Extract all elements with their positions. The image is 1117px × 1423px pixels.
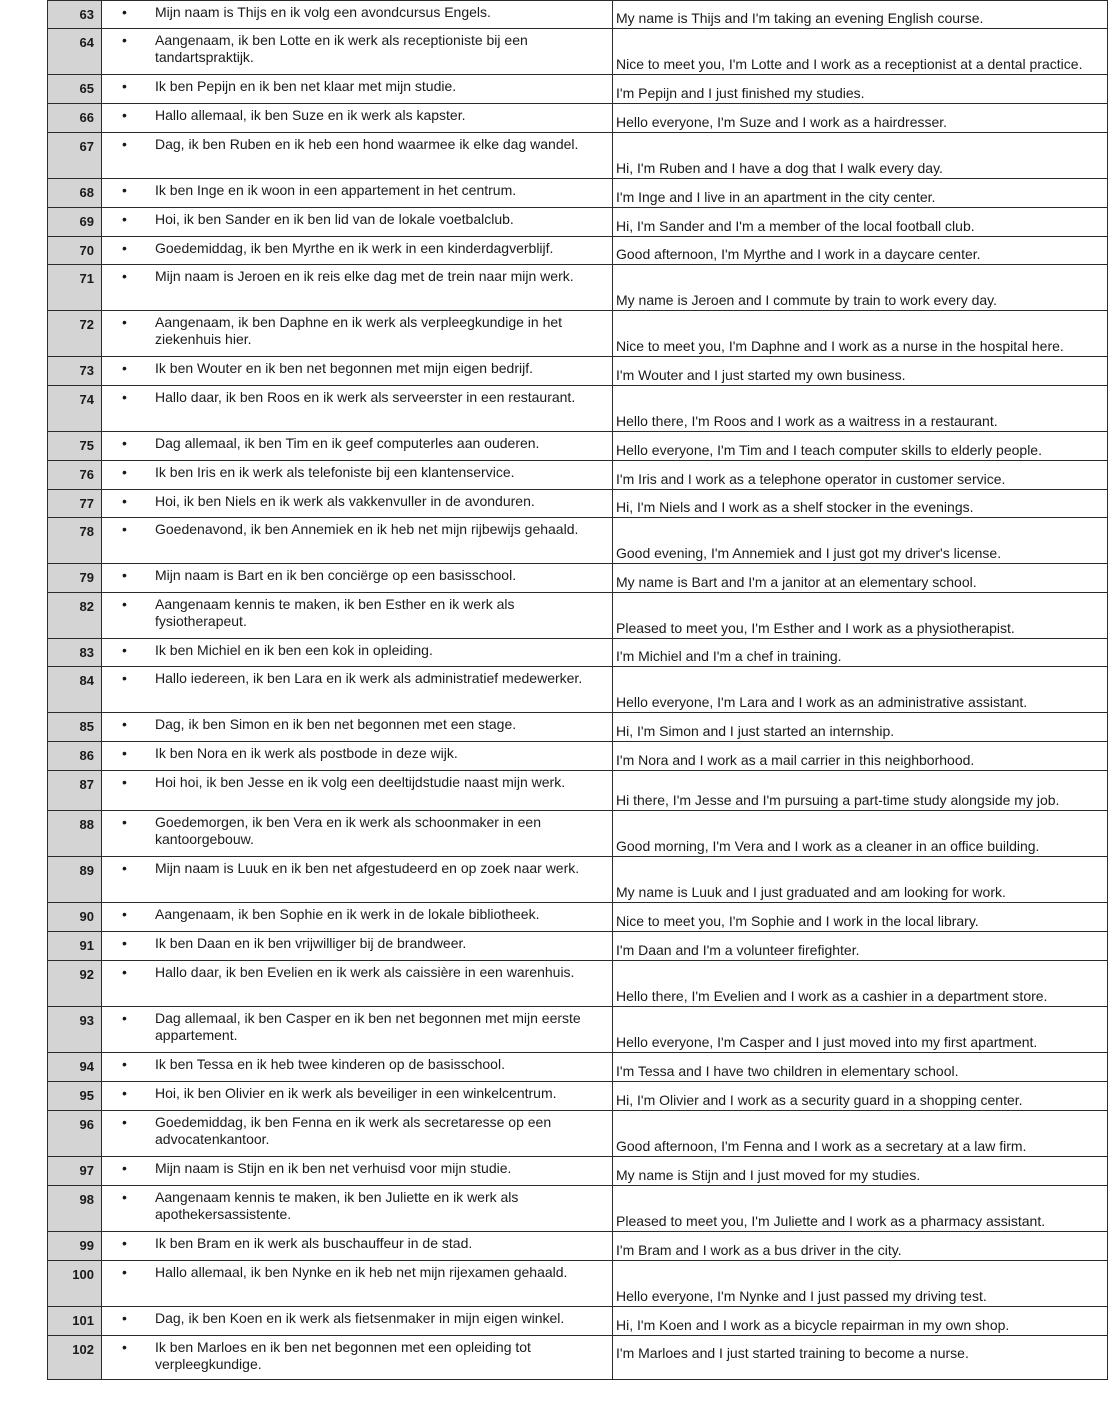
dutch-sentence-cell: [102, 1336, 613, 1380]
table-row: [48, 1, 1108, 29]
bullet-icon: •: [122, 1085, 127, 1101]
row-number: 83: [48, 639, 102, 667]
table-row: [48, 490, 1108, 518]
bullet-icon: •: [122, 642, 127, 658]
row-number: 91: [48, 932, 102, 961]
dutch-sentence-cell: [102, 639, 613, 667]
table-row: [48, 386, 1108, 432]
english-translation: My name is Bart and I'm a janitor at an elementary school.: [613, 564, 1108, 593]
english-translation: Hi, I'm Niels and I work as a shelf stocker in the evenings.: [613, 490, 1108, 518]
dutch-sentence-cell: [102, 932, 613, 961]
dutch-sentence-cell: [102, 1186, 613, 1232]
table-row: [48, 518, 1108, 564]
row-number: 79: [48, 564, 102, 593]
dutch-sentence: Hallo allemaal, ik ben Suze en ik werk als kapster.: [155, 107, 466, 123]
english-translation: Hi, I'm Ruben and I have a dog that I walk every day.: [613, 133, 1108, 179]
bullet-icon: •: [122, 360, 127, 376]
row-number: 102: [48, 1336, 102, 1380]
bullet-icon: •: [122, 860, 127, 876]
dutch-sentence-cell: [102, 179, 613, 208]
bullet-icon: •: [122, 521, 127, 537]
dutch-sentence: Hallo daar, ik ben Roos en ik werk als serveerster in een restaurant.: [155, 389, 576, 405]
dutch-sentence-cell: [102, 593, 613, 639]
bullet-icon: •: [122, 435, 127, 451]
row-number: 71: [48, 265, 102, 311]
bullet-icon: •: [122, 211, 127, 227]
bullet-icon: •: [122, 389, 127, 405]
english-translation: I'm Michiel and I'm a chef in training.: [613, 639, 1108, 667]
bullet-icon: •: [122, 1010, 127, 1026]
bullet-icon: •: [122, 964, 127, 980]
table-row: [48, 932, 1108, 961]
table-row: [48, 593, 1108, 639]
dutch-sentence: Hoi, ik ben Sander en ik ben lid van de lokale voetbalclub.: [155, 211, 514, 227]
row-number: 100: [48, 1261, 102, 1307]
dutch-sentence: Ik ben Pepijn en ik ben net klaar met mijn studie.: [155, 78, 457, 94]
english-translation: Hello everyone, I'm Tim and I teach computer skills to elderly people.: [613, 432, 1108, 461]
bullet-icon: •: [122, 4, 127, 20]
dutch-sentence-cell: [102, 1261, 613, 1307]
dutch-sentence-cell: [102, 667, 613, 713]
row-number: 75: [48, 432, 102, 461]
english-translation: Hi, I'm Olivier and I work as a security guard in a shopping center.: [613, 1082, 1108, 1111]
row-number: 97: [48, 1157, 102, 1186]
bullet-icon: •: [122, 716, 127, 732]
dutch-sentence-cell: [102, 1007, 613, 1053]
bullet-icon: •: [122, 240, 127, 256]
bullet-icon: •: [122, 670, 127, 686]
bullet-icon: •: [122, 1264, 127, 1280]
english-translation: My name is Jeroen and I commute by train to work every day.: [613, 265, 1108, 311]
dutch-sentence: Mijn naam is Luuk en ik ben net afgestudeerd en op zoek naar werk.: [155, 860, 580, 876]
english-translation: I'm Pepijn and I just finished my studies.: [613, 75, 1108, 104]
bullet-icon: •: [122, 1160, 127, 1176]
english-translation: I'm Bram and I work as a bus driver in the city.: [613, 1232, 1108, 1261]
dutch-sentence-cell: [102, 386, 613, 432]
dutch-sentence: Goedemorgen, ik ben Vera en ik werk als schoonmaker in een kantoorgebouw.: [155, 814, 541, 847]
bullet-icon: •: [122, 314, 127, 330]
dutch-sentence: Ik ben Inge en ik woon in een appartement in het centrum.: [155, 182, 517, 198]
dutch-sentence: Aangenaam, ik ben Lotte en ik werk als receptioniste bij een tandartspraktijk.: [155, 32, 528, 65]
table-row: [48, 461, 1108, 490]
dutch-sentence-cell: [102, 208, 613, 237]
row-number: 69: [48, 208, 102, 237]
row-number: 86: [48, 742, 102, 771]
english-translation: Hello there, I'm Evelien and I work as a cashier in a department store.: [613, 961, 1108, 1007]
dutch-sentence: Hallo iedereen, ik ben Lara en ik werk als administratief medewerker.: [155, 670, 583, 686]
english-translation: Hello everyone, I'm Lara and I work as an administrative assistant.: [613, 667, 1108, 713]
row-number: 101: [48, 1307, 102, 1336]
english-translation: Pleased to meet you, I'm Esther and I work as a physiotherapist.: [613, 593, 1108, 639]
dutch-sentence-cell: [102, 311, 613, 357]
bullet-icon: •: [122, 136, 127, 152]
dutch-sentence-cell: [102, 1, 613, 29]
table-row: [48, 265, 1108, 311]
dutch-sentence-cell: [102, 75, 613, 104]
dutch-sentence: Hoi hoi, ik ben Jesse en ik volg een deeltijdstudie naast mijn werk.: [155, 774, 566, 790]
bullet-icon: •: [122, 745, 127, 761]
dutch-sentence: Ik ben Iris en ik werk als telefoniste bij een klantenservice.: [155, 464, 515, 480]
bullet-icon: •: [122, 1339, 127, 1355]
dutch-sentence: Dag, ik ben Koen en ik werk als fietsenmaker in mijn eigen winkel.: [155, 1310, 565, 1326]
table-row: [48, 564, 1108, 593]
english-translation: I'm Daan and I'm a volunteer firefighter.: [613, 932, 1108, 961]
dutch-sentence: Aangenaam, ik ben Daphne en ik werk als verpleegkundige in het ziekenhuis hier.: [155, 314, 563, 347]
row-number: 89: [48, 857, 102, 903]
table-row: [48, 311, 1108, 357]
row-number: 77: [48, 490, 102, 518]
bullet-icon: •: [122, 774, 127, 790]
english-translation: Nice to meet you, I'm Daphne and I work as a nurse in the hospital here.: [613, 311, 1108, 357]
table-row: [48, 179, 1108, 208]
english-translation: I'm Marloes and I just started training to become a nurse.: [613, 1336, 1108, 1380]
dutch-sentence: Ik ben Nora en ik werk als postbode in deze wijk.: [155, 745, 458, 761]
english-translation: My name is Stijn and I just moved for my studies.: [613, 1157, 1108, 1186]
dutch-sentence-cell: [102, 713, 613, 742]
english-translation: Hello everyone, I'm Casper and I just moved into my first apartment.: [613, 1007, 1108, 1053]
dutch-sentence: Mijn naam is Thijs en ik volg een avondcursus Engels.: [155, 4, 491, 20]
dutch-sentence: Aangenaam, ik ben Sophie en ik werk in de lokale bibliotheek.: [155, 906, 540, 922]
dutch-sentence-cell: [102, 518, 613, 564]
bullet-icon: •: [122, 268, 127, 284]
dutch-sentence-cell: [102, 461, 613, 490]
bullet-icon: •: [122, 1189, 127, 1205]
dutch-sentence: Ik ben Michiel en ik ben een kok in opleiding.: [155, 642, 433, 658]
row-number: 94: [48, 1053, 102, 1082]
dutch-sentence-cell: [102, 357, 613, 386]
dutch-sentence: Hallo daar, ik ben Evelien en ik werk als caissière in een warenhuis.: [155, 964, 575, 980]
row-number: 78: [48, 518, 102, 564]
english-translation: Hi, I'm Simon and I just started an internship.: [613, 713, 1108, 742]
bullet-icon: •: [122, 464, 127, 480]
table-body: [48, 1, 1108, 1380]
bullet-icon: •: [122, 1056, 127, 1072]
dutch-sentence-cell: [102, 811, 613, 857]
dutch-sentence-cell: [102, 265, 613, 311]
row-number: 93: [48, 1007, 102, 1053]
bullet-icon: •: [122, 906, 127, 922]
row-number: 73: [48, 357, 102, 386]
table-row: [48, 1053, 1108, 1082]
bullet-icon: •: [122, 182, 127, 198]
dutch-sentence: Dag allemaal, ik ben Tim en ik geef computerles aan ouderen.: [155, 435, 540, 451]
bullet-icon: •: [122, 493, 127, 509]
row-number: 84: [48, 667, 102, 713]
table-row: [48, 1336, 1108, 1380]
english-translation: My name is Luuk and I just graduated and am looking for work.: [613, 857, 1108, 903]
row-number: 90: [48, 903, 102, 932]
dutch-sentence: Ik ben Tessa en ik heb twee kinderen op de basisschool.: [155, 1056, 505, 1072]
table-row: [48, 811, 1108, 857]
dutch-sentence-cell: [102, 133, 613, 179]
bullet-icon: •: [122, 107, 127, 123]
dutch-sentence: Mijn naam is Jeroen en ik reis elke dag met de trein naar mijn werk.: [155, 268, 574, 284]
dutch-sentence: Dag, ik ben Ruben en ik heb een hond waarmee ik elke dag wandel.: [155, 136, 579, 152]
row-number: 76: [48, 461, 102, 490]
bullet-icon: •: [122, 1310, 127, 1326]
dutch-sentence: Hoi, ik ben Olivier en ik werk als beveiliger in een winkelcentrum.: [155, 1085, 557, 1101]
bullet-icon: •: [122, 814, 127, 830]
dutch-sentence: Dag, ik ben Simon en ik ben net begonnen met een stage.: [155, 716, 517, 732]
table-row: [48, 961, 1108, 1007]
table-row: [48, 133, 1108, 179]
english-translation: Good morning, I'm Vera and I work as a cleaner in an office building.: [613, 811, 1108, 857]
table-row: [48, 771, 1108, 811]
english-translation: I'm Wouter and I just started my own business.: [613, 357, 1108, 386]
dutch-sentence: Goedemiddag, ik ben Myrthe en ik werk in een kinderdagverblijf.: [155, 240, 554, 256]
table-row: [48, 75, 1108, 104]
row-number: 66: [48, 104, 102, 133]
row-number: 72: [48, 311, 102, 357]
english-translation: Good evening, I'm Annemiek and I just got my driver's license.: [613, 518, 1108, 564]
table-row: [48, 1111, 1108, 1157]
row-number: 63: [48, 1, 102, 29]
dutch-sentence: Aangenaam kennis te maken, ik ben Esther en ik werk als fysiotherapeut.: [155, 596, 515, 629]
table-row: [48, 357, 1108, 386]
dutch-sentence-cell: [102, 771, 613, 811]
table-row: [48, 1261, 1108, 1307]
dutch-sentence: Mijn naam is Stijn en ik ben net verhuisd voor mijn studie.: [155, 1160, 512, 1176]
bullet-icon: •: [122, 1235, 127, 1251]
row-number: 85: [48, 713, 102, 742]
table-row: [48, 1232, 1108, 1261]
english-translation: Pleased to meet you, I'm Juliette and I work as a pharmacy assistant.: [613, 1186, 1108, 1232]
dutch-sentence-cell: [102, 1232, 613, 1261]
dutch-sentence-cell: [102, 1053, 613, 1082]
phrase-table: [47, 0, 1108, 1380]
dutch-sentence-cell: [102, 432, 613, 461]
bullet-icon: •: [122, 935, 127, 951]
bullet-icon: •: [122, 1114, 127, 1130]
table-row: [48, 713, 1108, 742]
english-translation: Good afternoon, I'm Myrthe and I work in a daycare center.: [613, 237, 1108, 265]
dutch-sentence: Ik ben Wouter en ik ben net begonnen met mijn eigen bedrijf.: [155, 360, 533, 376]
bullet-icon: •: [122, 567, 127, 583]
english-translation: Hello there, I'm Roos and I work as a waitress in a restaurant.: [613, 386, 1108, 432]
dutch-sentence: Ik ben Daan en ik ben vrijwilliger bij de brandweer.: [155, 935, 467, 951]
dutch-sentence-cell: [102, 564, 613, 593]
table-row: [48, 1157, 1108, 1186]
english-translation: Nice to meet you, I'm Lotte and I work as a receptionist at a dental practice.: [613, 29, 1108, 75]
row-number: 70: [48, 237, 102, 265]
row-number: 67: [48, 133, 102, 179]
english-translation: I'm Tessa and I have two children in elementary school.: [613, 1053, 1108, 1082]
english-translation: I'm Nora and I work as a mail carrier in this neighborhood.: [613, 742, 1108, 771]
dutch-sentence: Hallo allemaal, ik ben Nynke en ik heb net mijn rijexamen gehaald.: [155, 1264, 568, 1280]
bullet-icon: •: [122, 596, 127, 612]
english-translation: Hi, I'm Koen and I work as a bicycle repairman in my own shop.: [613, 1307, 1108, 1336]
dutch-sentence-cell: [102, 857, 613, 903]
table-row: [48, 639, 1108, 667]
table-row: [48, 29, 1108, 75]
dutch-sentence: Goedenavond, ik ben Annemiek en ik heb net mijn rijbewijs gehaald.: [155, 521, 579, 537]
english-translation: I'm Iris and I work as a telephone operator in customer service.: [613, 461, 1108, 490]
dutch-sentence-cell: [102, 1111, 613, 1157]
dutch-sentence: Dag allemaal, ik ben Casper en ik ben net begonnen met mijn eerste appartement.: [155, 1010, 581, 1043]
english-translation: Hi, I'm Sander and I'm a member of the local football club.: [613, 208, 1108, 237]
dutch-sentence-cell: [102, 490, 613, 518]
english-translation: Hello everyone, I'm Nynke and I just passed my driving test.: [613, 1261, 1108, 1307]
dutch-sentence: Aangenaam kennis te maken, ik ben Juliette en ik werk als apothekersassistente.: [155, 1189, 519, 1222]
row-number: 64: [48, 29, 102, 75]
row-number: 65: [48, 75, 102, 104]
row-number: 92: [48, 961, 102, 1007]
row-number: 96: [48, 1111, 102, 1157]
row-number: 95: [48, 1082, 102, 1111]
row-number: 99: [48, 1232, 102, 1261]
english-translation: Hello everyone, I'm Suze and I work as a hairdresser.: [613, 104, 1108, 133]
dutch-sentence-cell: [102, 237, 613, 265]
english-translation: Good afternoon, I'm Fenna and I work as a secretary at a law firm.: [613, 1111, 1108, 1157]
dutch-sentence: Mijn naam is Bart en ik ben conciërge op een basisschool.: [155, 567, 517, 583]
table-row: [48, 857, 1108, 903]
bullet-icon: •: [122, 78, 127, 94]
row-number: 87: [48, 771, 102, 811]
table-row: [48, 903, 1108, 932]
table-row: [48, 432, 1108, 461]
dutch-sentence-cell: [102, 29, 613, 75]
table-row: [48, 208, 1108, 237]
english-translation: Hi there, I'm Jesse and I'm pursuing a part-time study alongside my job.: [613, 771, 1108, 811]
row-number: 88: [48, 811, 102, 857]
english-translation: Nice to meet you, I'm Sophie and I work in the local library.: [613, 903, 1108, 932]
row-number: 68: [48, 179, 102, 208]
english-translation: I'm Inge and I live in an apartment in the city center.: [613, 179, 1108, 208]
dutch-sentence-cell: [102, 1307, 613, 1336]
table-row: [48, 1007, 1108, 1053]
bullet-icon: •: [122, 32, 127, 48]
table-row: [48, 667, 1108, 713]
table-row: [48, 237, 1108, 265]
row-number: 82: [48, 593, 102, 639]
table-row: [48, 104, 1108, 133]
dutch-sentence: Ik ben Marloes en ik ben net begonnen met een opleiding tot verpleegkundige.: [155, 1339, 531, 1372]
table-row: [48, 1307, 1108, 1336]
dutch-sentence: Goedemiddag, ik ben Fenna en ik werk als secretaresse op een advocatenkantoor.: [155, 1114, 552, 1147]
dutch-sentence-cell: [102, 1157, 613, 1186]
dutch-sentence-cell: [102, 104, 613, 133]
table-row: [48, 1082, 1108, 1111]
dutch-sentence-cell: [102, 1082, 613, 1111]
dutch-sentence: Ik ben Bram en ik werk als buschauffeur in de stad.: [155, 1235, 473, 1251]
english-translation: My name is Thijs and I'm taking an evening English course.: [613, 1, 1108, 29]
row-number: 74: [48, 386, 102, 432]
dutch-sentence-cell: [102, 961, 613, 1007]
row-number: 98: [48, 1186, 102, 1232]
dutch-sentence-cell: [102, 742, 613, 771]
table-row: [48, 742, 1108, 771]
translation-table: [47, 0, 1108, 1380]
dutch-sentence-cell: [102, 903, 613, 932]
table-row: [48, 1186, 1108, 1232]
dutch-sentence: Hoi, ik ben Niels en ik werk als vakkenvuller in de avonduren.: [155, 493, 535, 509]
